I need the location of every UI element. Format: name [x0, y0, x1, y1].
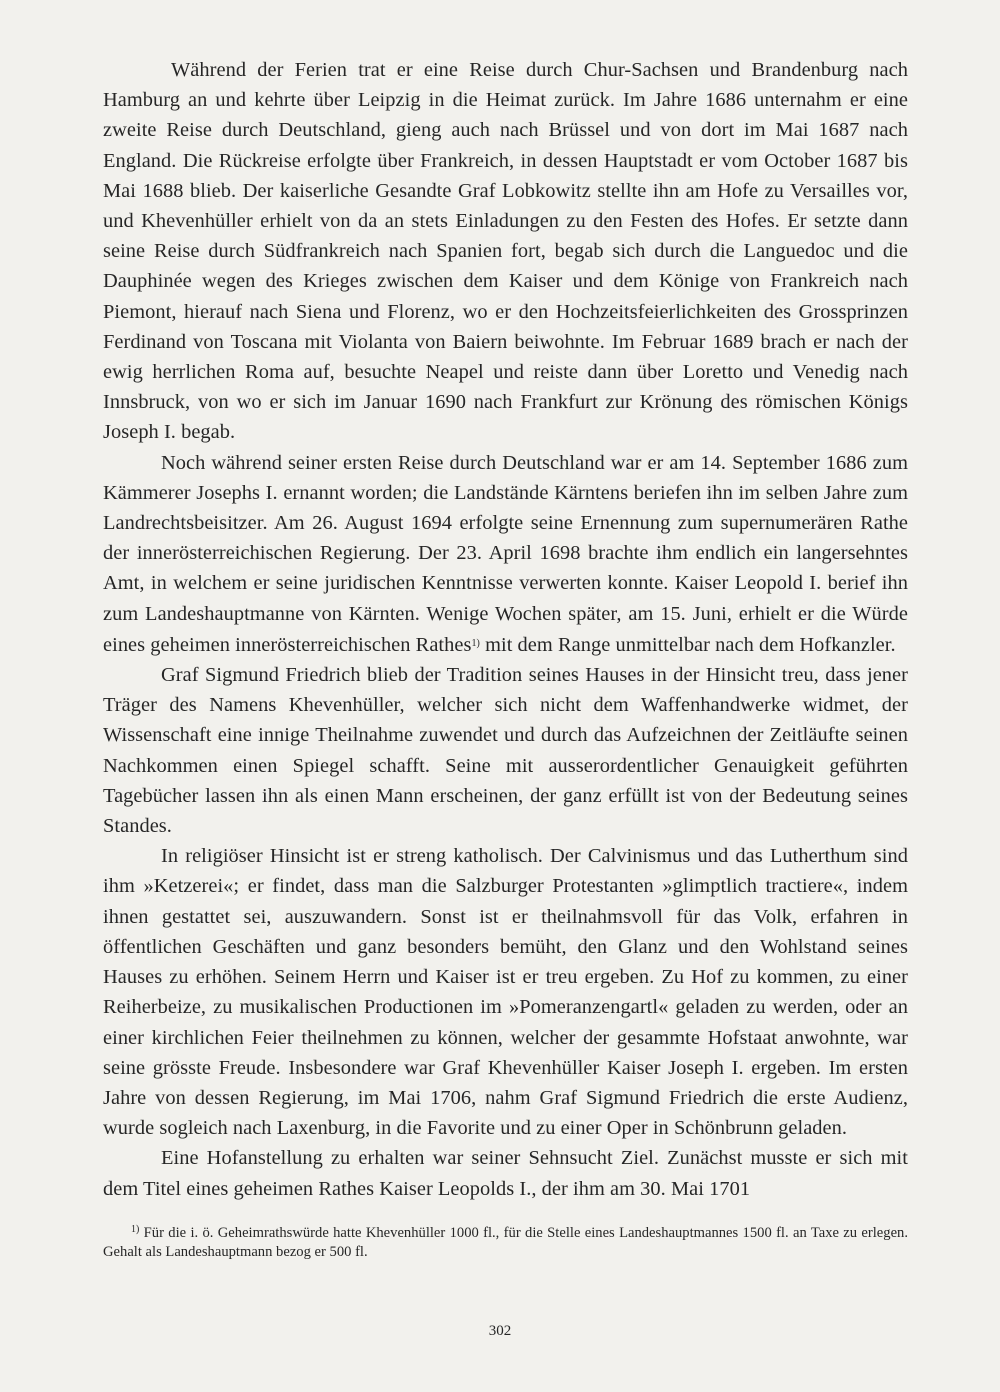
footnote: [103, 1220, 908, 1263]
paragraph-appointments: [103, 448, 908, 660]
paragraph-religion: In religiöser Hinsicht ist er streng katholisch. Der Calvinismus und das Lutherthum sind ihm »Ketzerei«; er findet, dass man die Salzburger Protestanten »glimptlich tractiere«, indem ihnen gestattet sei, auszuwandern. Sonst ist er theilnahmsvoll für das Volk, erfahren in öffentlichen Geschäften und ganz besonders bemüht, den Glanz und den Wohlstand seines Hauses zu erhöhen. Seinem Herrn und Kaiser ist er treu ergeben. Zu Hof zu kommen, zu einer Reiherbeize, zu musikalischen Productionen im »Pomeranzengartl« geladen zu werden, oder an einer kirchlichen Feier theilnehmen zu können, welcher der gesammte Hofstaat anwohnte, war seine grösste Freude. Insbesondere war Graf Khevenhüller Kaiser Joseph I. ergeben. Im ersten Jahre von dessen Regierung, im Mai 1706, nahm Graf Sigmund Friedrich die erste Audienz, wurde sogleich nach Laxenburg, in die Favorite und zu einer Oper in Schönbrunn geladen.: [103, 845, 908, 1140]
footnote-text: Für die i. ö. Geheimrathswürde hatte Khevenhüller 1000 fl., für die Stelle eines Landeshauptmannes 1500 fl. an Taxe zu erlegen. Gehalt als Landeshauptmann bezog er 500 fl.: [103, 1224, 908, 1261]
paragraph-court-position: Eine Hofanstellung zu erhalten war seiner Sehnsucht Ziel. Zunächst musste er sich mit dem Titel eines geheimen Rathes Kaiser Leopolds I., der ihm am 30. Mai 1701: [103, 1147, 908, 1200]
footnotes: [103, 1220, 908, 1263]
paragraph-appointments-text: Noch während seiner ersten Reise durch Deutschland war er am 14. September 1686 zum Kämmerer Josephs I. ernannt worden; die Landstände Kärntens beriefen ihn im selben Jahre zum Landrechtsbeisitzer. Am 26. August 1694 erfolgte seine Ernennung zum supernumerären Rathe der innerösterreichischen Regierung. Der 23. April 1698 brachte ihm endlich ein langersehntes Amt, in welchem er seine juridischen Kenntnisse verwerten konnte. Kaiser Leopold I. berief ihn zum Landeshauptmanne von Kärnten. Wenige Wochen später, am 15. Juni, erhielt er die Würde eines geheimen innerösterreichischen Rathes: [103, 451, 908, 656]
page-number: 302: [488, 1323, 512, 1339]
footnote-reference: 1): [471, 637, 480, 649]
paragraph-travels: Während der Ferien trat er eine Reise durch Chur-Sachsen und Brandenburg nach Hamburg an und kehrte über Leipzig in die Heimat zurück. Im Jahre 1686 unternahm er eine zweite Reise durch Deutschland, gieng auch nach Brüssel und von dort im Mai 1687 nach England. Die Rückreise erfolgte über Frankreich, in dessen Hauptstadt er vom October 1687 bis Mai 1688 blieb. Der kaiserliche Gesandte Graf Lobkowitz stellte ihn am Hofe zu Versailles vor, und Khevenhüller erhielt von da an stets Einladungen zu den Festen des Hofes. Er setzte dann seine Reise durch Südfrankreich nach Spanien fort, begab sich durch die Languedoc und die Dauphinée wegen des Krieges zwischen dem Kaiser und dem Könige von Frankreich nach Piemont, hierauf nach Siena und Florenz, wo er den Hochzeitsfeierlichkeiten des Grossprinzen Ferdinand von Toscana mit Violanta von Baiern beiwohnte. Im Februar 1689 brach er nach der ewig herrlichen Roma auf, besuchte Neapel und reiste dann über Loretto und Venedig nach Innsbruck, von wo er sich im Januar 1690 nach Frankfurt zur Krönung des römischen Königs Joseph I. begab.: [103, 59, 908, 444]
paragraph-appointments-tail: mit dem Range unmittelbar nach dem Hofkanzler.: [479, 633, 896, 656]
main-text: [103, 55, 908, 1204]
footnote-mark: 1): [131, 1223, 140, 1235]
paragraph-tradition: Graf Sigmund Friedrich blieb der Tradition seines Hauses in der Hinsicht treu, dass jener Träger des Namens Khevenhüller, welcher sich nicht dem Waffenhandwerke widmet, der Wissenschaft eine innige Theilnahme zuwendet und durch das Aufzeichnen der Zeitläufte seinen Nachkommen einen Spiegel schafft. Seine mit ausserordentlicher Genauigkeit geführten Tagebücher lassen ihn als einen Mann erscheinen, der ganz erfüllt ist von der Bedeutung seines Standes.: [103, 664, 908, 838]
